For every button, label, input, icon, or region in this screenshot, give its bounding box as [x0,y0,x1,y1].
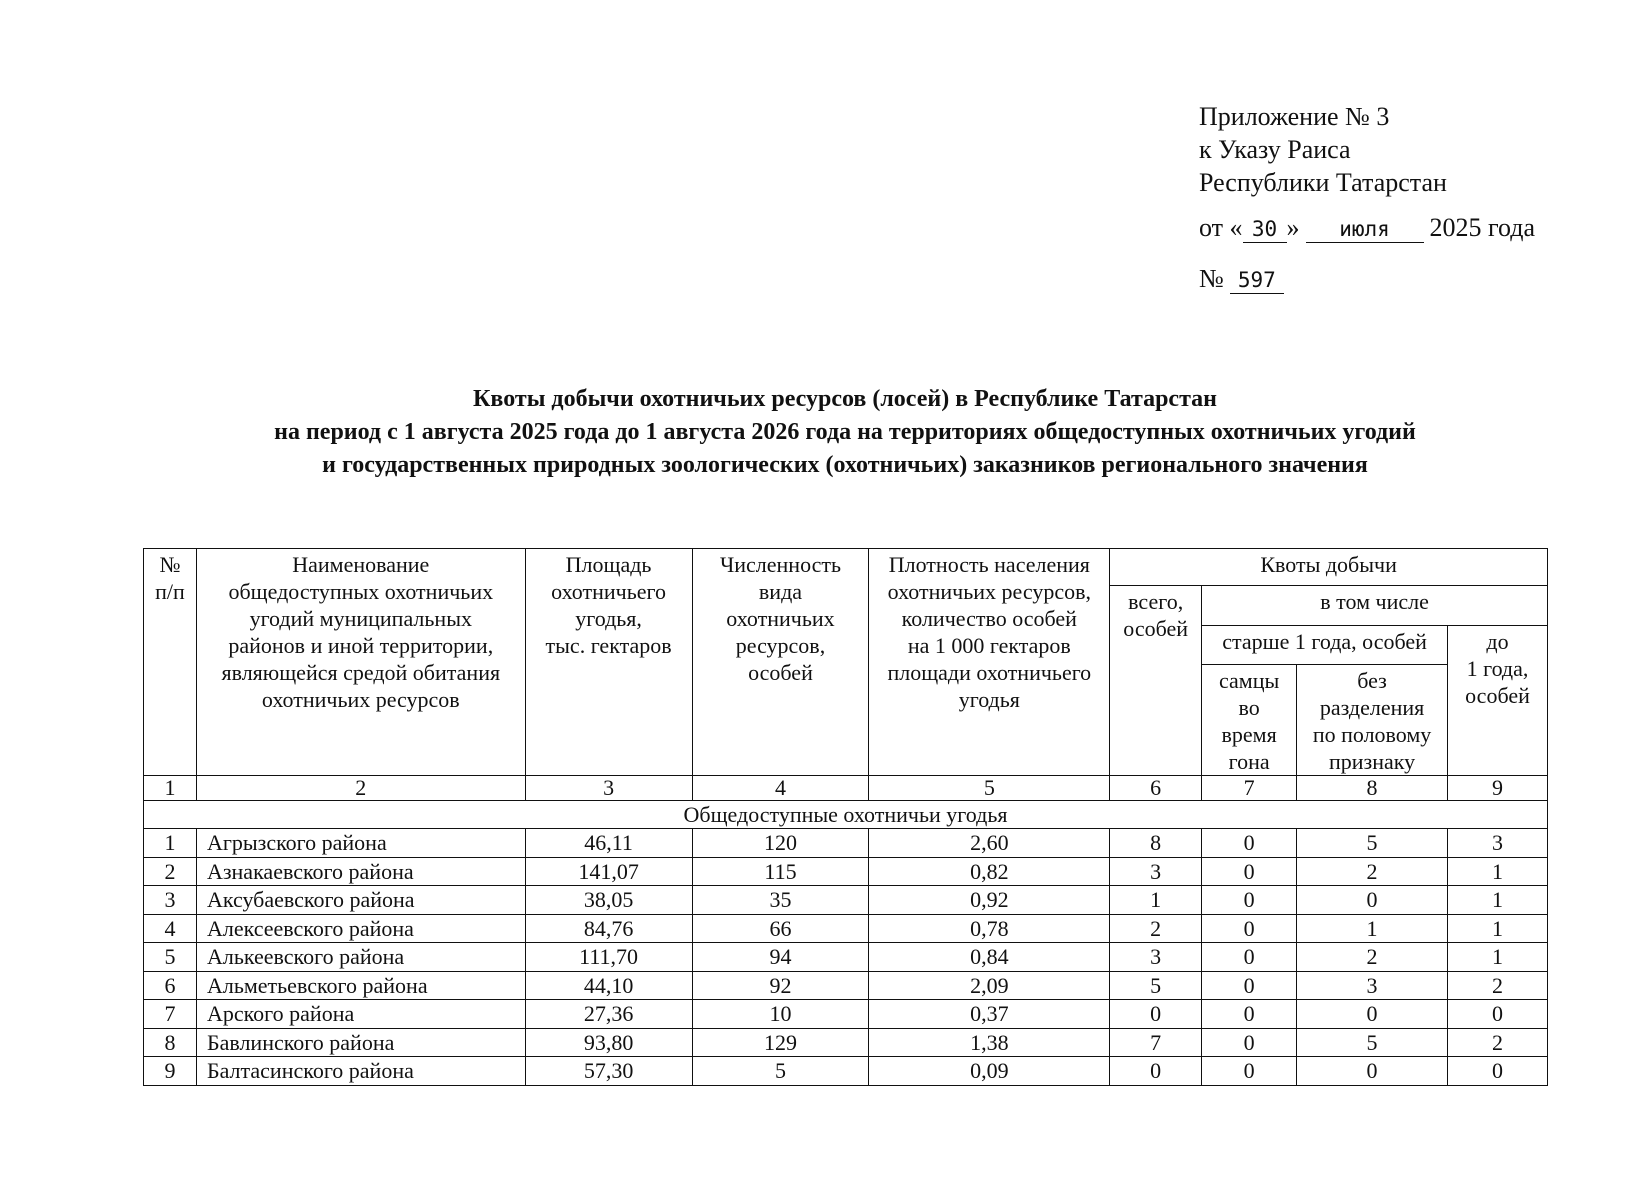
row-number: 1 [144,829,197,858]
district-name: Аксубаевского района [196,886,525,915]
under-one-quota: 1 [1448,943,1548,972]
date-prefix: от « [1199,213,1243,242]
table-row [144,829,1548,858]
header-quotas: Квоты добычи [1110,549,1548,586]
header-total: всего, особей [1110,586,1202,776]
column-number: 5 [869,776,1110,801]
no-sex-quota: 2 [1297,857,1448,886]
appendix-line-2: к Указу Раиса [1199,135,1351,164]
appendix-date [1199,211,1535,244]
row-number: 5 [144,943,197,972]
title-line-2: на период с 1 августа 2025 года до 1 августа 2026 года на территориях общедоступных охотничьих угодий [274,419,1416,445]
under-one-quota: 1 [1448,857,1548,886]
population-value: 5 [692,1057,869,1086]
table-row [144,971,1548,1000]
density-value: 0,78 [869,914,1110,943]
header-name: Наименование общедоступных охотничьих угодий муниципальных районов и иной территории, являющейся средой обитания охотничьих ресурсов [196,549,525,776]
date-close: » [1286,213,1300,242]
area-value: 46,11 [525,829,692,858]
title-line-1: Квоты добычи охотничьих ресурсов (лосей) в Республике Татарстан [473,386,1217,412]
table-row [144,857,1548,886]
header-older: старше 1 года, особей [1202,625,1448,665]
total-quota: 0 [1110,1057,1202,1086]
area-value: 38,05 [525,886,692,915]
males-quota: 0 [1202,886,1297,915]
header-row-1 [144,549,1548,586]
row-number: 7 [144,1000,197,1029]
header-area: Площадь охотничьего угодья, тыс. гектаров [525,549,692,776]
no-sex-quota: 0 [1297,886,1448,915]
number-value: 597 [1230,267,1284,294]
under-one-quota: 2 [1448,971,1548,1000]
males-quota: 0 [1202,971,1297,1000]
column-number: 4 [692,776,869,801]
header-under-one: до 1 года, особей [1448,625,1548,776]
population-value: 35 [692,886,869,915]
header-including: в том числе [1202,586,1548,626]
header-density: Плотность населения охотничьих ресурсов, количество особей на 1 000 гектаров площади охотничьего угодья [869,549,1110,776]
area-value: 84,76 [525,914,692,943]
under-one-quota: 0 [1448,1000,1548,1029]
date-month: июля [1306,216,1424,243]
males-quota: 0 [1202,1000,1297,1029]
total-quota: 7 [1110,1028,1202,1057]
column-number: 6 [1110,776,1202,801]
appendix-number [1199,262,1535,295]
total-quota: 2 [1110,914,1202,943]
date-day: 30 [1243,216,1287,243]
males-quota: 0 [1202,914,1297,943]
population-value: 94 [692,943,869,972]
table-body [144,829,1548,1086]
column-number: 1 [144,776,197,801]
district-name: Балтасинского района [196,1057,525,1086]
row-number: 9 [144,1057,197,1086]
district-name: Альметьевского района [196,971,525,1000]
table-row [144,1057,1548,1086]
table-row [144,914,1548,943]
district-name: Бавлинского района [196,1028,525,1057]
density-value: 0,92 [869,886,1110,915]
no-sex-quota: 5 [1297,1028,1448,1057]
table-row [144,1000,1548,1029]
column-number: 9 [1448,776,1548,801]
number-prefix: № [1199,264,1224,293]
no-sex-quota: 3 [1297,971,1448,1000]
header-no: № п/п [144,549,197,776]
under-one-quota: 0 [1448,1057,1548,1086]
district-name: Азнакаевского района [196,857,525,886]
under-one-quota: 1 [1448,886,1548,915]
under-one-quota: 2 [1448,1028,1548,1057]
population-value: 120 [692,829,869,858]
population-value: 92 [692,971,869,1000]
section-title: Общедоступные охотничьи угодья [144,801,1548,829]
date-year: 2025 года [1429,213,1536,242]
appendix-block [1199,100,1535,295]
population-value: 115 [692,857,869,886]
row-number: 3 [144,886,197,915]
district-name: Алькеевского района [196,943,525,972]
males-quota: 0 [1202,943,1297,972]
total-quota: 5 [1110,971,1202,1000]
row-number: 4 [144,914,197,943]
no-sex-quota: 5 [1297,829,1448,858]
no-sex-quota: 1 [1297,914,1448,943]
total-quota: 0 [1110,1000,1202,1029]
density-value: 1,38 [869,1028,1110,1057]
table-row [144,1028,1548,1057]
appendix-line-3: Республики Татарстан [1199,168,1447,197]
appendix-line-1: Приложение № 3 [1199,102,1390,131]
row-number: 8 [144,1028,197,1057]
header-population: Численность вида охотничьих ресурсов, особей [692,549,869,776]
area-value: 27,36 [525,1000,692,1029]
district-name: Агрызского района [196,829,525,858]
males-quota: 0 [1202,857,1297,886]
density-value: 0,09 [869,1057,1110,1086]
district-name: Арского района [196,1000,525,1029]
males-quota: 0 [1202,829,1297,858]
column-number: 2 [196,776,525,801]
density-value: 0,84 [869,943,1110,972]
row-number: 2 [144,857,197,886]
area-value: 57,30 [525,1057,692,1086]
header-males: самцы во время гона [1202,665,1297,776]
no-sex-quota: 0 [1297,1057,1448,1086]
population-value: 66 [692,914,869,943]
population-value: 129 [692,1028,869,1057]
area-value: 141,07 [525,857,692,886]
table-row [144,943,1548,972]
area-value: 93,80 [525,1028,692,1057]
under-one-quota: 1 [1448,914,1548,943]
no-sex-quota: 0 [1297,1000,1448,1029]
density-value: 2,09 [869,971,1110,1000]
density-value: 0,37 [869,1000,1110,1029]
column-number: 7 [1202,776,1297,801]
total-quota: 3 [1110,943,1202,972]
total-quota: 3 [1110,857,1202,886]
document-title [100,383,1590,482]
title-line-3: и государственных природных зоологических (охотничьих) заказников регионального значения [322,452,1368,478]
section-row [144,801,1548,829]
density-value: 0,82 [869,857,1110,886]
column-number: 8 [1297,776,1448,801]
row-number: 6 [144,971,197,1000]
total-quota: 8 [1110,829,1202,858]
population-value: 10 [692,1000,869,1029]
males-quota: 0 [1202,1028,1297,1057]
under-one-quota: 3 [1448,829,1548,858]
area-value: 44,10 [525,971,692,1000]
males-quota: 0 [1202,1057,1297,1086]
column-numbers-row [144,776,1548,801]
no-sex-quota: 2 [1297,943,1448,972]
total-quota: 1 [1110,886,1202,915]
column-number: 3 [525,776,692,801]
header-no-sex: без разделения по половому признаку [1297,665,1448,776]
area-value: 111,70 [525,943,692,972]
quota-table [143,548,1548,1086]
density-value: 2,60 [869,829,1110,858]
district-name: Алексеевского района [196,914,525,943]
table-row [144,886,1548,915]
